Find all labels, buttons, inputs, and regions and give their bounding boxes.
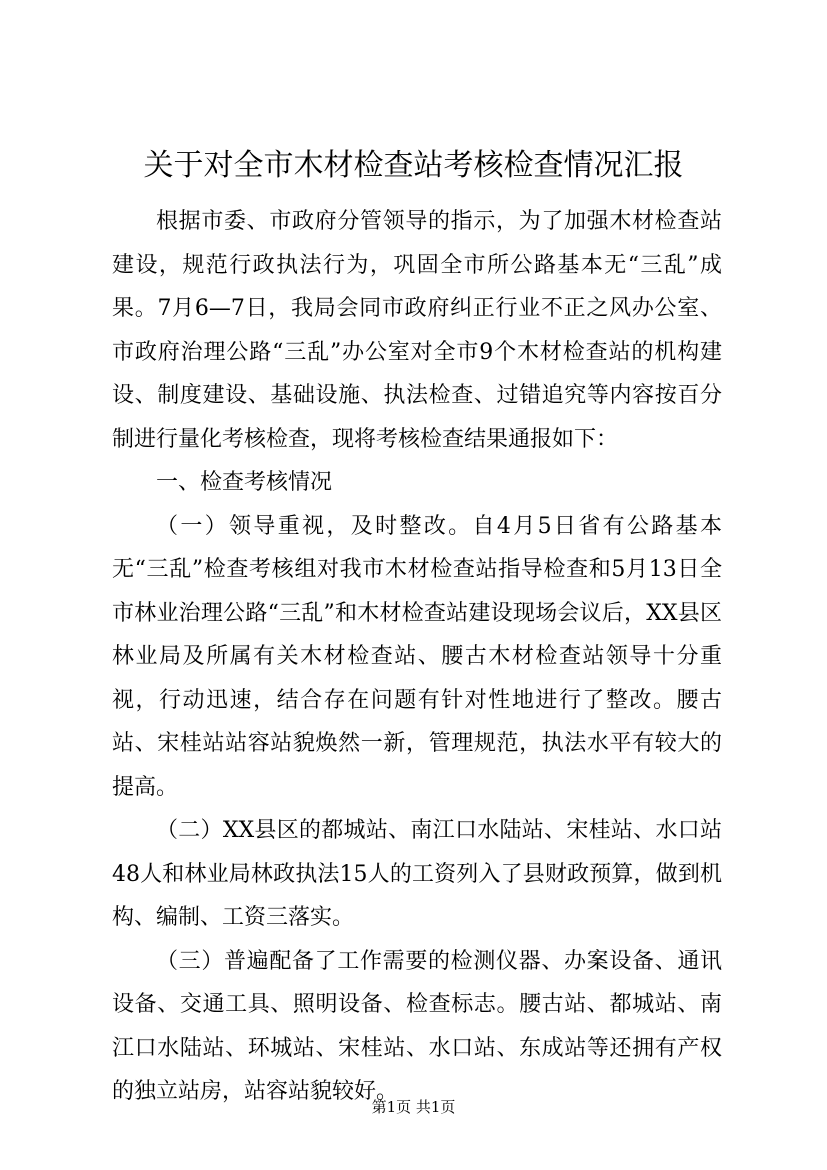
- page-footer: 第1页 共1页: [371, 1098, 456, 1116]
- paragraph-item-3: （三）普遍配备了工作需要的检测仪器、办案设备、通讯设备、交通工具、照明设备、检查标志。腰古站、都城站、南江口水陆站、环城站、宋桂站、水口站、东成站等还拥有产权的独立站房，站容站貌较好。: [112, 948, 722, 1104]
- section-heading: 一、检查考核情况: [156, 470, 333, 495]
- paragraph-intro: 根据市委、市政府分管领导的指示，为了加强木材检查站建设，规范行政执法行为，巩固全市所公路基本无“三乱”成果。7月6—7日，我局会同市政府纠正行业不正之风办公室、市政府治理公路“三乱”办公室对全市9个木材检查站的机构建设、制度建设、基础设施、执法检查、过错追究等内容按百分制进行量化考核检查，现将考核检查结果通报如下：: [112, 209, 722, 452]
- document-body: [112, 200, 722, 1114]
- paragraph-item-2: （二）XX县区的都城站、南江口水陆站、宋桂站、水口站48人和林业局林政执法15人的工资列入了县财政预算，做到机构、编制、工资三落实。: [112, 818, 722, 930]
- document-title: 关于对全市木材检查站考核检查情况汇报: [143, 148, 684, 183]
- paragraph-item-1: （一）领导重视，及时整改。自4月5日省有公路基本无“三乱”检查考核组对我市木材检查站指导检查和5月13日全市林业治理公路“三乱”和木材检查站建设现场会议后，XX县区林业局及所属有关木材检查站、腰古木材检查站领导十分重视，行动迅速，结合存在问题有针对性地进行了整改。腰古站、宋桂站站容站貌焕然一新，管理规范，执法水平有较大的提高。: [112, 513, 722, 800]
